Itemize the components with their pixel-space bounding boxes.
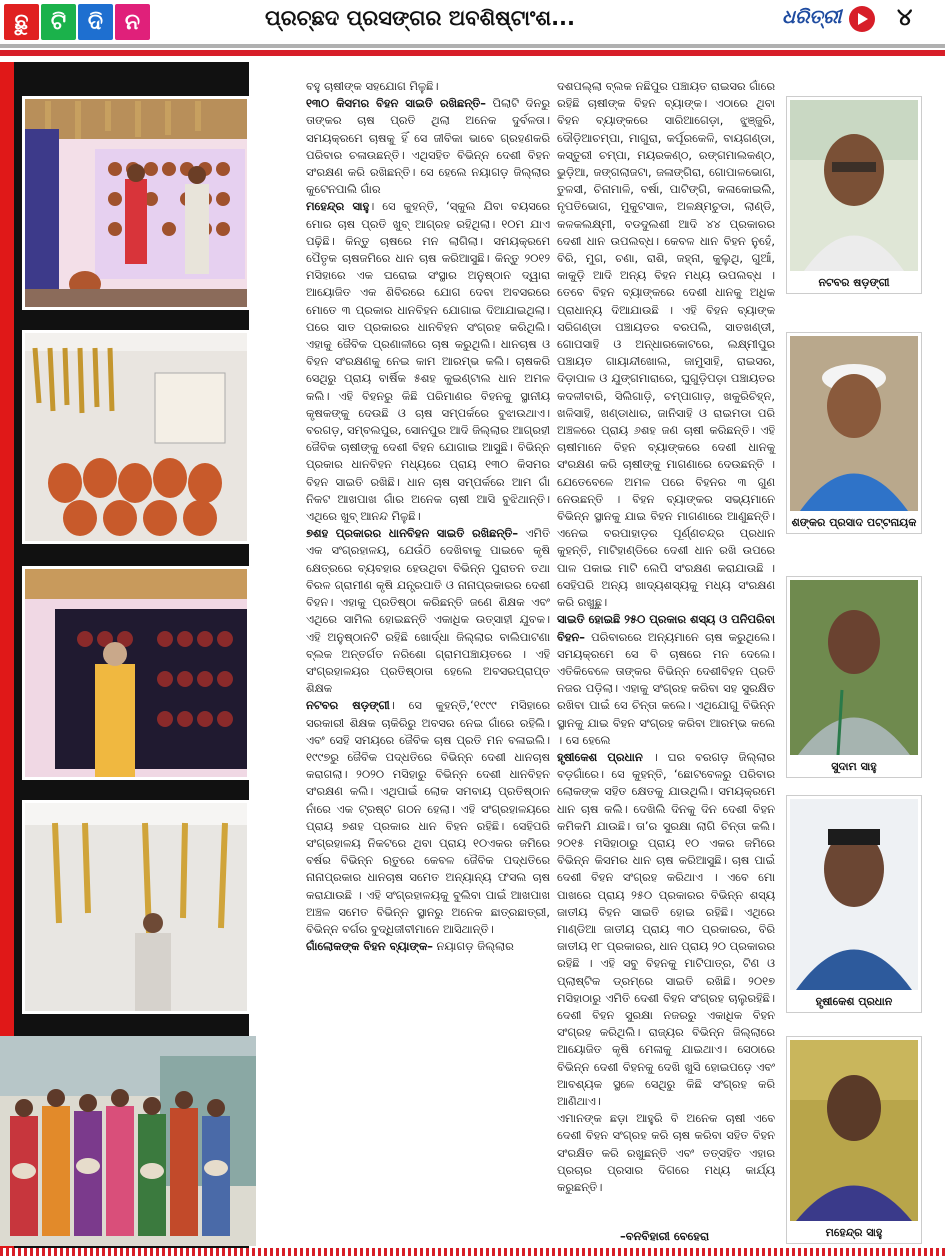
header-rule (0, 44, 945, 48)
article-paragraph (557, 611, 775, 749)
portrait-sankar (786, 332, 922, 534)
brand-tile: ଛୁ (4, 4, 39, 40)
paragraph-text: ଏମିତି ଏକ ସଂଗ୍ରହାଳୟ, ଯେଉଁଠି ଦେଖିବାକୁ ପାଇବେ କୃଷି କ୍ଷେତ୍ରରେ ବ୍ୟବହାର ହେଉଥିବା ବିଭିନ୍ନ ପୁରାତନ ତଥା ବିରଳ ଗ୍ରାମୀଣ କୃଷି ଯନ୍ତ୍ରପାତି ଓ ନାନାପ୍ରକାରର ଦେଶୀ ବିହନ। ଏହାକୁ ପ୍ରତିଷ୍ଠା କରିଛନ୍ତି ଜଣେ ଶିକ୍ଷକ ଏବଂ ଏଥିରେ ସାମିଲ ହୋଇଛନ୍ତି ଏକାଧିକ ଉତ୍ସାହୀ ଯୁବକ। ଏହି ଅନୁଷ୍ଠାନଟି ରହିଛି ଖୋର୍ଦ୍ଧା ଜିଲ୍ଲାର ବାଲିପାଟଣା ବ୍ଲକ ଅନ୍ତର୍ଗତ ନରିଶୋ ଗ୍ରାମପଞ୍ଚାୟତରେ । ଏହି ସଂଗ୍ରହାଳୟର ପ୍ରତିଷ୍ଠାତା ହେଲେ ଅବସରପ୍ରାପ୍ତ ଶିକ୍ଷକ (306, 526, 550, 696)
portrait-sudam (786, 576, 922, 778)
paragraph-text: । ସେ କୁହନ୍ତି,‘୧୯୯୯ ମସିହାରେ ସରକାରୀ ଶିକ୍ଷକ ଚାକିରିରୁ ଅବସର ନେଇ ଗାଁରେ ରହିଲି। ଏବଂ ସେହି ସମୟରେ ଜୈବିକ ଚାଷ ପ୍ରତି ମନ ବଳାଇଲି। ୧୯୯୭ରୁ ଜୈବିକ ପଦ୍ଧତିରେ ବିଭିନ୍ନ ଦେଶୀ ଧାନଚାଷ କରାଗଲା। ୨୦୨୦ ମସିହାରୁ ବିଭିନ୍ନ ଦେଶୀ ଧାନବିହନ ସଂରକ୍ଷଣ କଲି। ଏଥିପାଇଁ ଲୋକ ସମବାୟ ପ୍ରତିଷ୍ଠାନ ନାଁରେ ଏକ ଟ୍ରଷ୍ଟ ଗଠନ ହେଲା। ଏହି ସଂଗ୍ରହାଳୟରେ ପ୍ରାୟ ୭ଶହ ପ୍ରକାର ଧାନ ବିହନ ରହିଛି। ସେହିପରି ସଂଗ୍ରହାଳୟ ନିକଟରେ ଥିବା ପ୍ରାୟ ୧୦ଏକର ଜମିରେ ବର୍ଷର ବିଭିନ୍ନ ଋତୁରେ କେବଳ ଜୈବିକ ପଦ୍ଧତିରେ ନାନାପ୍ରକାର ଧାନଚାଷ ସମେତ ଅନ୍ୟାନ୍ୟ ଫସଲ ଚାଷ କରାଯାଉଛି । ଏହି ସଂଗ୍ରହାଳୟକୁ ବୁଲିବା ପାଇଁ ଆଖପାଖ ଅଞ୍ଚଳ ସମେତ ବିଭିନ୍ନ ସ୍ଥାନରୁ ଅନେକ ଛାତ୍ରଛାତ୍ରୀ, ବିଭିନ୍ନ ବର୍ଗର ବୁଦ୍ଧିଜୀବୀମାନେ ଆସିଥାନ୍ତି। (306, 698, 550, 936)
article-paragraph (557, 78, 775, 611)
paragraph-text: ନୟାଗଡ଼ ଜିଲ୍ଲାର (432, 939, 514, 954)
paragraph-text: ପରିବାରରେ ଅନ୍ୟମାନେ ଚାଷ କରୁଥିଲେ। ସମୟକ୍ରମେ ସେ ବି ଚାଷରେ ମନ ଦେଲେ। ଏତିକିବେଳେ ତାଙ୍କର ବିଭିନ୍ନ ଦେଶୀବିହନ ପ୍ରତି ନଜର ପଡ଼ିଲା। ଏହାକୁ ସଂଗ୍ରହ କରିବା ସହ ସୁରକ୍ଷିତ ରଖିବା ପାଇଁ ସେ ଚିନ୍ତା କଲେ। ଏଥିଯୋଗୁ ବିଭିନ୍ନ ସ୍ଥାନକୁ ଯାଇ ବିହନ ସଂଗ୍ରହ କରିବା ଆରମ୍ଭ କଲେ । ସେ ହେଲେ (557, 629, 775, 747)
hanging-paddy-photo (22, 800, 250, 1014)
person-name: ହୃଷୀକେଶ ପ୍ରଧାନ (557, 749, 643, 764)
article-column-1 (306, 78, 550, 1206)
portrait-caption: ଶଙ୍କର ପ୍ରସାଦ ପଟ୍ଟନାୟକ (791, 516, 917, 529)
brand-tile: ଦି (78, 4, 113, 40)
article-column-2 (557, 78, 775, 1226)
portrait-caption: ହୃଷୀକେଶ ପ୍ରଧାନ (815, 995, 893, 1008)
author-byline: –ବନବିହାରୀ ବେହେରା (620, 1229, 710, 1243)
portrait-caption: ମହେନ୍ଦ୍ର ସାହୁ (825, 1226, 883, 1239)
portrait-caption: ନଟବର ଷଡ଼ଙ୍ଗୀ (818, 276, 890, 289)
subheading: ୭ଶହ ପ୍ରକାରର ଧାନବିହନ ସାଇତି ରଖିଛନ୍ତି– (306, 526, 519, 541)
subheading: ୧୩୦ କିସମର ବିହନ ସାଇତି ରଖିଛନ୍ତି– (306, 96, 486, 111)
museum-founder-photo (22, 566, 250, 780)
subheading: ସାଇତି ହୋଇଛି ୨୫୦ ପ୍ରକାର ଶସ୍ୟ ଓ ପନିପରିବା ବିହନ– (557, 612, 775, 644)
article-paragraph (306, 198, 550, 525)
bottom-rule (0, 1248, 945, 1256)
brand-tile: ଟି (41, 4, 76, 40)
seed-bank-women-photo (0, 1036, 256, 1246)
portrait-hrushikesh (786, 795, 922, 1013)
article-paragraph (306, 525, 550, 697)
header-red-rule (0, 50, 945, 56)
article-paragraph (306, 95, 550, 198)
person-name: ନଟବର ଷଡ଼ଙ୍ଗୀ (306, 698, 390, 713)
person-name: ମହେନ୍ଦ୍ର ସାହୁ (306, 199, 370, 214)
portrait-mahendra (786, 1036, 922, 1244)
portrait-caption: ସୁଦାମ ସାହୁ (831, 760, 877, 773)
subheading: ଗାଁଲୋକଙ୍କ ବିହନ ବ୍ୟାଙ୍କ– (306, 939, 433, 954)
paragraph-text: । ସେ କୁହନ୍ତି, ‘ସ୍କୁଲ ଯିବା ବୟସରେ ମୋର ଚାଷ ପ୍ରତି ଖୁବ୍ ଆଗ୍ରହ ରହିଥିଲା। ୧୦ମ ଯାଏ ପଢ଼ିଛି। କିନ୍ତୁ ଚାଷରେ ମନ ଲାଗିଲା। ସମୟକ୍ରମେ ପୈତୃକ ଚାଷଜମିରେ ଧାନ ଚାଷ କରିଆସୁଛି। କିନ୍ତୁ ୨୦୧୨ ମସିହାରେ ଏକ ଘରୋଇ ସଂସ୍ଥାର ଅନୁଷ୍ଠାନ ଦ୍ୱାରା ଆୟୋଜିତ ଏକ ଶିବିରରେ ଯୋଗ ଦେବା ଅବସରରେ ମୋତେ ୩ ପ୍ରକାର ଧାନବିହନ ଯୋଗାଇ ଦିଆଯାଇଥିଲା। ପରେ ସାତ ପ୍ରକାରର ଧାନବିହନ ସଂଗ୍ରହ କରିଥିଲି। ଏହାକୁ ଜୈବିକ ପ୍ରଣାଳୀରେ ଚାଷ କରୁଥିଲି। ଧାନଚାଷ ଓ ବିହନ ସଂରକ୍ଷଣକୁ ନେଇ କାମ ଆରମ୍ଭ କଲି। ଚାଷକରି ସେଥିରୁ ପ୍ରାୟ ବାର୍ଷିକ ୫ଶହ କୁଇଣ୍ଟାଲ ଧାନ ଅମଳ କଲି। ଏହି ବିହନରୁ କିଛି ପରିମାଣର ବିହନକୁ ସ୍ଥାନୀୟ କୃଷକଙ୍କୁ ଦେଉଛି ଓ ଚାଷ ସମ୍ପର୍କରେ ବୁଝାଉଥାଏ। ବରଗଡ଼, ସମ୍ବଲପୁର, ସୋନପୁର ଆଦି ଜିଲ୍ଲାର ଆଗ୍ରହୀ ଜୈବିକ ଚାଷୀଙ୍କୁ ଦେଶୀ ବିହନ ଯୋଗାଇ ଆସୁଛି। ବିଭିନ୍ନ ପ୍ରକାର ଧାନବିହନ ମଧ୍ୟରେ ପ୍ରାୟ ୧୩୦ କିସମର ବିହନ ସାଇତି ରଖିଛି। ଧାନ ଚାଷ ସମ୍ପର୍କରେ ଆମ ଗାଁ ନିକଟ ଆଖପାଖ ଗାଁର ଅନେକ ଚାଷୀ ଆସି ବୁଝିଥାନ୍ତି। ଏଥିରେ ଖୁବ୍ ଆନନ୍ଦ ମିଳୁଛି। (306, 199, 550, 524)
seed-museum-photo (22, 96, 250, 310)
page-title: ପ୍ରଚ୍ଛଦ ପ୍ରସଙ୍ଗର ଅବଶିଷ୍ଟାଂଶ... (265, 6, 575, 30)
paragraph-text: ବହୁ ଚାଷୀଙ୍କ ସହଯୋଗ ମିଳୁଛି। (306, 79, 439, 93)
brand-tile: ନ (115, 4, 150, 40)
article-paragraph (557, 1110, 775, 1196)
paragraph-text: ପିଲାଟି ଦିନରୁ ତାଙ୍କର ଚାଷ ପ୍ରତି ଥିଲା ଅନେକ ଦୁର୍ବଳତା। ସମୟକ୍ରମେ ଚାଷକୁ ହିଁ ସେ ଜୀବିକା ଭାବେ ଗ୍ରହଣକରି ପରିବାର ଚଳାଉଛନ୍ତି। ଏଥିସହିତ ବିଭିନ୍ନ ଦେଶୀ ବିହନ ସଂରକ୍ଷଣ କରି ରଖିଛନ୍ତି। ସେ ହେଲେ ନୟାଗଡ଼ ଜିଲ୍ଲାର କୁଟେନପାଲି ଗାଁର (306, 96, 550, 197)
paragraph-text: ଦଶପଲ୍ଲା ବ୍ଲକ ନଛିପୁର ପଞ୍ଚାୟତ ରାଇସର ଗାଁରେ ରହିଛି ଚାଷୀଙ୍କ ବିହନ ବ୍ୟାଙ୍କ। ଏଠାରେ ଥିବା ବିହନ ବ୍ୟାଙ୍କରେ ସାରିଆଗେଡ଼ା, ଝୁଞ୍ଜୁରି, ଦୌଡ଼ିଆଚମ୍ପା, ମାଗୁରା, କର୍ପୂରକେଳି, ବାୟଗଣ୍ଡା, କସ୍ତୁରୀ ଚମ୍ପା, ମୟରକଣ୍ଠ, ରଙ୍ଗମାଲକଣ୍ଠ, ଭୁଡ଼ିଆ, ଜଙ୍ଗଲାଜଟା, ଜଳାଙ୍ଗିରା, ଗୋପାଳଭୋଗ, ତୁଳସୀ, ଚିନାମାଳି, ବର୍ଷା, ପାଟିଙ୍ଗି, କଳାକୋଇଲି, ନୃପତିଭୋଗ, ମୁକୁଟସାଳ, ଅଳକ୍ଷ୍ମଚୁଡା, ଲାଣ୍ଡି, କଳକଲକ୍ଷ୍ମୀ, ବଡଦୁଲଶୀ ଆଦି ୪୪ ପ୍ରକାରର ଦେଶୀ ଧାନ ଉପଲବ୍ଧ। କେବଳ ଧାନ ବିହନ ନୁହେଁ, ବିରି, ମୁଗ, ଚଣା, ରାଶି, ଜହ୍ନା, କୁଲୁଥି, ଗୁଆଁ, କାକୁଡ଼ି ଆଦି ଅନ୍ୟ ବିହନ ମଧ୍ୟ ଉପଲବ୍ଧ । ତେବେ ବିହନ ବ୍ୟାଙ୍କରେ ଦେଶୀ ଧାନକୁ ଅଧିକ ପ୍ରାଧାନ୍ୟ ଦିଆଯାଉଛି । ଏହି ବିହନ ବ୍ୟାଙ୍କ ସରିଗଣ୍ଡା ପଞ୍ଚାୟତର ବରପଲି, ସାତଖଣ୍ଡୀ, ଗୋପସାହି ଓ ଅନ୍ଧାରକୋଟରେ, ଲକ୍ଷ୍ମୀପୁର ପଞ୍ଚାୟତ ଗାୟାନ୍ଦୀଖୋଲ, ଜାମୁସାହି, ରାଇସର, ଦିଡ଼ାପାଳ ଓ ଯୁଙ୍ଗମାରାରେ, ଘୁଗୁଡ଼ିପଡ଼ା ପଞ୍ଚାୟତର କଦଳୀବାରି, ସିଲିଗାଡ଼ି, ଚମ୍ପାଗାଡ଼, ଖକୁରିଚିହ୍ନ, ଖଳିସାହି, ଖଣ୍ଡାଧାର, ଜାନିସାହି ଓ ରାଇମଡା ପରି ଅଞ୍ଚଳରେ ପ୍ରାୟ ୬ଶହ ଜଣ ଚାଷୀ କରିଛନ୍ତି। ଏହି ଚାଷୀମାନେ ବିହନ ବ୍ୟାଙ୍କରେ ଦେଶୀ ଧାନକୁ ସଂରକ୍ଷଣ କରି ଚାଷୀଙ୍କୁ ମାଗଣାରେ ଦେଉଛନ୍ତି । ଯେତେବେଳେ ଅମଳ ପରେ ବିହନର ୩ ଗୁଣ ନେଉଛନ୍ତି । ବିହନ ବ୍ୟାଙ୍କର ସଭ୍ୟମାନେ ବିଭିନ୍ନ ସ୍ଥାନକୁ ଯାଇ ବିହନ ମାଗଣାରେ ଆଣୁଛନ୍ତି। ଏନେଇ ବରପାହାଡ଼ର ପୂର୍ଣ୍ଣଚନ୍ଦ୍ର ପ୍ରଧାନ କୁହନ୍ତି, ମାଟିହାଣ୍ଡିରେ ଦେଶୀ ଧାନ ରଖି ଉପରେ ପାଳ ପକାଇ ମାଟି ଲେପି ସଂରକ୍ଷଣ କରାଯାଉଛି । ସେହିପରି ଅନ୍ୟ ଖାଦ୍ୟଶସ୍ୟକୁ ମଧ୍ୟ ସଂରକ୍ଷଣ କରି ରଖୁଛୁ। (557, 79, 775, 610)
portrait-natabar (786, 96, 922, 294)
seed-pots-photo (22, 330, 250, 544)
page-number: ୪ (897, 3, 913, 31)
play-icon (849, 6, 875, 32)
page-header (0, 0, 945, 46)
paragraph-text: । ଘର ବରଗଡ଼ ଜିଲ୍ଲାର ବଡ଼ଗାଁରେ। ସେ କୁହନ୍ତି, ‘ଛୋଟବେଳରୁ ପରିବାର ଲୋକଙ୍କ ସହିତ କ୍ଷେତକୁ ଯାଉଥିଲି। ସମୟକ୍ରମେ ଧାନ ଚାଷ କଲି। ଦେଖିଲି ଦିନକୁ ଦିନ ଦେଶୀ ବିହନ କମିକମି ଯାଉଛି। ତା’ର ସୁରକ୍ଷା ଲାଗି ଚିନ୍ତା କଲି। ୨୦୧୫ ମସିହାଠାରୁ ପ୍ରାୟ ୧୦ ଏକର ଜମିରେ ବିଭିନ୍ନ କିସମର ଧାନ ଚାଷ କରିଆସୁଛି। ଚାଷ ପାଇଁ ଦେଶୀ ବିହନ ସଂଗ୍ରହ କରିଥାଏ । ଏବେ ମୋ ପାଖରେ ପ୍ରାୟ ୨୫୦ ପ୍ରକାରର ବିଭିନ୍ନ ଶସ୍ୟ ଜାତୀୟ ବିହନ ସାଇତି ହୋଇ ରହିଛି। ଏଥିରେ ମାଣ୍ଡିଆ ଜାତୀୟ ପ୍ରାୟ ୩୦ ପ୍ରକାରର, ବିରି ଜାତୀୟ ୧୮ ପ୍ରକାରର, ଧାନ ପ୍ରାୟ ୨୦ ପ୍ରକାରର ରହିଛି । ଏହି ସବୁ ବିହନକୁ ମାଟିପାତ୍ର, ଟିଣ ଓ ପ୍ଲାଷ୍ଟିକ ଡ୍ରମ୍‌ରେ ସାଇତି ରଖିଛି। ୨୦୧୭ ମସିହାଠାରୁ ଏମିତି ଦେଶୀ ବିହନ ସଂଗ୍ରହ ଚାଲୁରହିଛି। ଦେଶୀ ବିହନ ସୁରକ୍ଷା ନଜରରୁ ଏକାଧିକ ବିହନ ସଂଗ୍ରହ କରିଥିଲି। ରାଜ୍ୟର ବିଭିନ୍ନ ଜିଲ୍ଲାରେ ଆୟୋଜିତ କୃଷି ମେଳାକୁ ଯାଇଥାଏ। ସେଠାରେ ବିଭିନ୍ନ ଦେଶୀ ବିହନକୁ ଦେଖି ଖୁସି ହୋଇପଡ଼େ ଏବଂ ଆବଶ୍ୟକ ସ୍ଥଳେ ସେଥିରୁ କିଛି ସଂଗ୍ରହ କରି ଆଣିଥାଏ। (557, 749, 775, 1108)
section-brand (4, 4, 150, 40)
article-paragraph (306, 78, 550, 95)
article-paragraph (306, 938, 550, 955)
publication-logo: ଧରିତ୍ରୀ (782, 6, 842, 28)
paragraph-text: ଏମାନଙ୍କ ଛଡ଼ା ଆହୁରି ବି ଅନେକ ଚାଷୀ ଏବେ ଦେଶୀ ବିହନ ସଂଗ୍ରହ କରି ଚାଷ କରିବା ସହିତ ବିହନ ସଂରକ୍ଷିତ କରି ରଖୁଛନ୍ତି ଏବଂ ତତ୍ସହିତ ଏହାର ପ୍ରଚାର ପ୍ରସାର ଦିଗରେ ମଧ୍ୟ କାର୍ଯ୍ୟ କରୁଛନ୍ତି। (557, 1111, 775, 1194)
article-paragraph (306, 697, 550, 938)
article-paragraph (557, 749, 775, 1110)
